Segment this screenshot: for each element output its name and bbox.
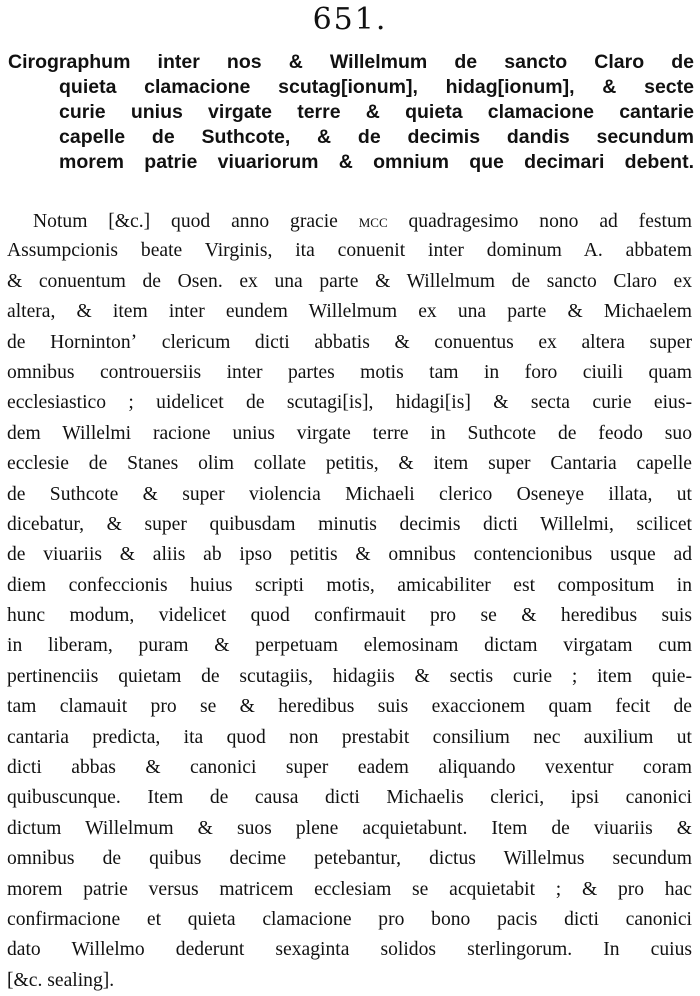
year-numeral: mcc (358, 211, 388, 231)
body-line: pertinenciis quietam de scutagiis, hidagiis & sectis curie ; item quie- (7, 665, 692, 687)
body-line: diem confeccionis huius scripti motis, amicabiliter est compositum in (7, 574, 692, 596)
body-line: in liberam, puram & perpetuam elemosinam dictam virgatam cum (7, 635, 692, 657)
body-line: [&c. sealing]. (7, 969, 115, 991)
body-line: Notum [&c.] quod anno gracie mcc quadragesimo nono ad festum (33, 211, 693, 232)
body-line: Assumpcionis beate Virginis, ita conuenit inter dominum A. abbatem (7, 240, 692, 262)
body-line: quibuscunque. Item de causa dicti Michaelis clerici, ipsi canonici (7, 787, 692, 809)
body-line: confirmacione et quieta clamacione pro bono pacis dicti canonici (7, 908, 692, 930)
body-line: dictum Willelmum & suos plene acquietabunt. Item de viuariis & (7, 817, 692, 839)
heading-line: capelle de Suthcote, & de decimis dandis secundum (59, 126, 694, 148)
body-line: ecclesie de Stanes olim collate petitis, & item super Cantaria capelle (7, 453, 692, 475)
body-line: tam clamauit pro se & heredibus suis exaccionem quam fecit de (7, 696, 692, 718)
body-line: & conuentum de Osen. ex una parte & Willelmum de sancto Claro ex (7, 270, 692, 292)
body-line: dicebatur, & super quibusdam minutis decimis dicti Willelmi, scilicet (7, 513, 692, 535)
document-heading (8, 50, 694, 175)
body-line: dem Willelmi racione unius virgate terre in Suthcote de feodo suo (7, 422, 692, 444)
body-line: morem patrie versus matricem ecclesiam se acquietabit ; & pro hac (7, 878, 692, 900)
body-line: de Hornintonʼ clericum dicti abbatis & conuentus ex altera super (7, 331, 692, 353)
heading-line: morem patrie viuariorum & omnium que decimari debent. (59, 151, 694, 173)
body-line: hunc modum, videlicet quod confirmauit pro se & heredibus suis (7, 605, 692, 627)
body-line: altera, & item inter eundem Willelmum ex una parte & Michaelem (7, 301, 692, 323)
heading-line: quieta clamacione scutag[ionum], hidag[ionum], & secte (59, 76, 694, 98)
body-line: dicti abbas & canonici super eadem aliquando vexentur coram (7, 757, 692, 779)
document-body (7, 206, 692, 996)
heading-line: curie unius virgate terre & quieta clamacione cantarie (59, 101, 694, 123)
document-number: 651. (312, 2, 388, 37)
body-line: omnibus de quibus decime petebantur, dictus Willelmus secundum (7, 848, 692, 870)
body-line: ecclesiastico ; uidelicet de scutagi[is], hidagi[is] & secta curie eius- (7, 392, 692, 414)
body-line: omnibus controuersiis inter partes motis tam in foro ciuili quam (7, 361, 692, 383)
heading-line: Cirographum inter nos & Willelmum de sancto Claro de (8, 51, 694, 73)
body-line: dato Willelmo dederunt sexaginta solidos sterlingorum. In cuius (7, 939, 692, 961)
body-line: cantaria predicta, ita quod non prestabit consilium nec auxilium ut (7, 726, 692, 748)
body-line: de viuariis & aliis ab ipso petitis & omnibus contencionibus usque ad (7, 544, 692, 566)
body-line: de Suthcote & super violencia Michaeli clerico Oseneye illata, ut (7, 483, 692, 505)
